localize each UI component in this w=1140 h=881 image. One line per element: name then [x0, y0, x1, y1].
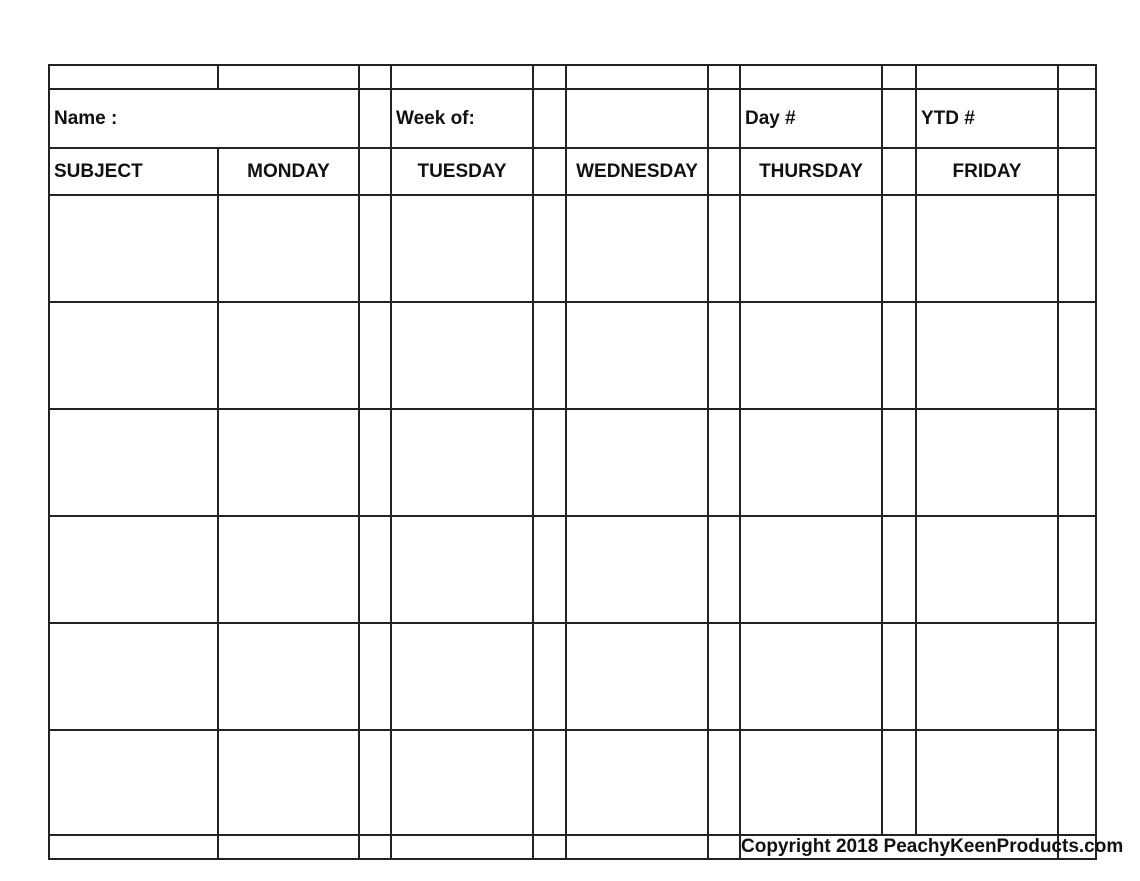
column-header-subject: SUBJECT	[49, 148, 218, 195]
monday-cell[interactable]	[218, 623, 359, 730]
spacer-cell	[882, 195, 916, 302]
spacer-cell	[882, 65, 916, 89]
spacer-cell	[359, 65, 391, 89]
subject-cell[interactable]	[49, 623, 218, 730]
spacer-cell	[1058, 65, 1096, 89]
monday-cell[interactable]	[218, 516, 359, 623]
spacer-cell	[882, 302, 916, 409]
wednesday-cell[interactable]	[566, 195, 708, 302]
spacer-cell	[1058, 89, 1096, 148]
thursday-cell[interactable]	[740, 623, 882, 730]
wednesday-cell[interactable]	[566, 623, 708, 730]
thursday-cell[interactable]	[740, 409, 882, 516]
spacer-cell	[359, 835, 391, 859]
spacer-cell	[708, 302, 740, 409]
spacer-cell	[533, 148, 566, 195]
column-header-thursday: THURSDAY	[740, 148, 882, 195]
spacer-cell	[1058, 516, 1096, 623]
friday-cell[interactable]	[916, 409, 1058, 516]
monday-cell[interactable]	[218, 302, 359, 409]
spacer-cell	[533, 409, 566, 516]
spacer-cell	[359, 302, 391, 409]
ytd-number-field[interactable]	[916, 89, 1058, 148]
spacer-cell	[916, 65, 1058, 89]
spacer-cell	[49, 65, 218, 89]
spacer-cell	[359, 89, 391, 148]
tuesday-cell[interactable]	[391, 623, 533, 730]
subject-cell[interactable]	[49, 516, 218, 623]
monday-cell[interactable]	[218, 409, 359, 516]
friday-cell[interactable]	[916, 730, 1058, 835]
spacer-cell	[566, 65, 708, 89]
day-number-label: Day #	[745, 107, 796, 129]
spacer-cell	[882, 148, 916, 195]
friday-cell[interactable]	[916, 195, 1058, 302]
spacer-cell	[533, 195, 566, 302]
spacer-cell	[533, 89, 566, 148]
thursday-cell[interactable]	[740, 195, 882, 302]
spacer-cell	[708, 730, 740, 835]
spacer-cell	[708, 409, 740, 516]
spacer-cell	[1058, 302, 1096, 409]
spacer-cell	[708, 89, 740, 148]
table-row	[49, 516, 1096, 623]
subject-cell[interactable]	[49, 302, 218, 409]
column-header-wednesday: WEDNESDAY	[566, 148, 708, 195]
table-row	[49, 409, 1096, 516]
column-header-row	[49, 148, 1096, 195]
name-label: Name :	[54, 107, 118, 129]
spacer-cell	[708, 623, 740, 730]
spacer-cell	[740, 65, 882, 89]
spacer-cell	[533, 65, 566, 89]
spacer-cell	[533, 835, 566, 859]
table-row	[49, 730, 1096, 835]
day-number-field[interactable]	[740, 89, 882, 148]
column-header-tuesday: TUESDAY	[391, 148, 533, 195]
subject-cell[interactable]	[49, 409, 218, 516]
tuesday-cell[interactable]	[391, 730, 533, 835]
spacer-cell	[708, 835, 740, 859]
spacer-cell	[1058, 195, 1096, 302]
footer-row	[49, 835, 1096, 859]
spacer-cell	[218, 835, 359, 859]
spacer-cell	[882, 89, 916, 148]
tuesday-cell[interactable]	[391, 409, 533, 516]
spacer-cell	[533, 516, 566, 623]
wednesday-cell[interactable]	[566, 409, 708, 516]
planner-table	[48, 64, 1124, 860]
subject-cell[interactable]	[49, 730, 218, 835]
spacer-cell	[882, 730, 916, 835]
spacer-cell	[533, 623, 566, 730]
spacer-cell	[359, 516, 391, 623]
spacer-cell	[49, 835, 218, 859]
wednesday-cell[interactable]	[566, 516, 708, 623]
spacer-cell	[1058, 148, 1096, 195]
spacer-cell	[391, 65, 533, 89]
table-row	[49, 623, 1096, 730]
spacer-cell	[533, 302, 566, 409]
spacer-cell	[708, 195, 740, 302]
spacer-cell	[882, 409, 916, 516]
table-row	[49, 302, 1096, 409]
spacer-cell	[1058, 623, 1096, 730]
week-of-field[interactable]	[566, 89, 708, 148]
spacer-cell	[533, 730, 566, 835]
tuesday-cell[interactable]	[391, 195, 533, 302]
tuesday-cell[interactable]	[391, 302, 533, 409]
spacer-cell	[359, 730, 391, 835]
wednesday-cell[interactable]	[566, 302, 708, 409]
table-row	[49, 195, 1096, 302]
tuesday-cell[interactable]	[391, 516, 533, 623]
info-row	[49, 89, 1096, 148]
thursday-cell[interactable]	[740, 302, 882, 409]
spacer-cell	[359, 195, 391, 302]
ytd-number-label: YTD #	[921, 107, 975, 129]
spacer-cell	[359, 409, 391, 516]
spacer-cell	[1058, 730, 1096, 835]
name-field[interactable]	[49, 89, 359, 148]
spacer-cell	[566, 835, 708, 859]
monday-cell[interactable]	[218, 730, 359, 835]
spacer-cell	[359, 623, 391, 730]
top-spacer-row	[49, 65, 1096, 89]
friday-cell[interactable]	[916, 302, 1058, 409]
monday-cell[interactable]	[218, 195, 359, 302]
spacer-cell	[391, 835, 533, 859]
spacer-cell	[882, 623, 916, 730]
column-header-monday: MONDAY	[218, 148, 359, 195]
spacer-cell	[708, 148, 740, 195]
spacer-cell	[708, 65, 740, 89]
week-of-label: Week of:	[396, 107, 475, 129]
thursday-cell[interactable]	[740, 730, 882, 835]
copyright-notice: Copyright 2018 PeachyKeenProducts.com	[741, 836, 1124, 857]
spacer-cell	[708, 516, 740, 623]
friday-cell[interactable]	[916, 516, 1058, 623]
week-of-label-cell	[391, 89, 533, 148]
friday-cell[interactable]	[916, 623, 1058, 730]
spacer-cell	[359, 148, 391, 195]
lesson-planner-grid	[48, 64, 1124, 857]
column-header-friday: FRIDAY	[916, 148, 1058, 195]
wednesday-cell[interactable]	[566, 730, 708, 835]
spacer-cell	[218, 65, 359, 89]
spacer-cell	[882, 516, 916, 623]
spacer-cell	[1058, 409, 1096, 516]
thursday-cell[interactable]	[740, 516, 882, 623]
subject-cell[interactable]	[49, 195, 218, 302]
